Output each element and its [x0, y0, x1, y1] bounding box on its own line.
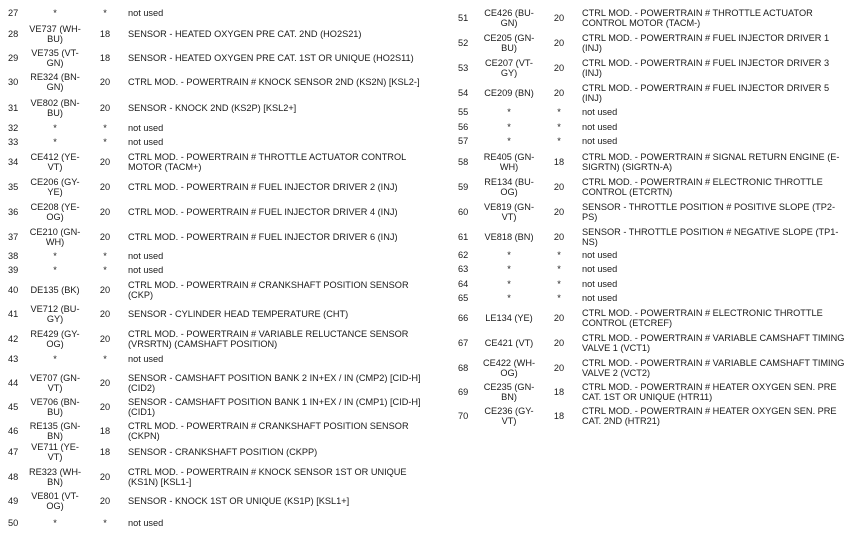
circuit-description: not used	[582, 292, 618, 303]
wire-code: RE405 (GN-WH)	[483, 151, 535, 172]
circuit-description: CTRL MOD. - POWERTRAIN # CRANKSHAFT POSITION SENSOR (CKPN)	[128, 420, 409, 441]
wire-gauge: 20	[99, 377, 111, 388]
wire-code: RE135 (GN-BN)	[29, 420, 81, 441]
pin-row	[452, 263, 852, 275]
circuit-description: not used	[128, 517, 164, 528]
pin-number: 47	[8, 446, 19, 457]
wire-gauge: 20	[553, 337, 565, 348]
pin-number: 39	[8, 264, 19, 275]
circuit-description: CTRL MOD. - POWERTRAIN # VARIABLE RELUCTANCE SENSOR (VRSRTN) (CAMSHAFT POSITION)	[128, 328, 409, 349]
wire-code: CE206 (GY-YE)	[30, 176, 80, 197]
wire-code: VE818 (BN)	[484, 231, 534, 242]
pin-row	[452, 331, 852, 355]
pin-number: 36	[8, 206, 19, 217]
pin-number: 42	[8, 333, 19, 344]
pin-number: 44	[8, 377, 19, 388]
circuit-description: not used	[582, 263, 618, 274]
pin-number: 62	[458, 249, 469, 260]
pin-number: 70	[458, 410, 469, 421]
circuit-description: SENSOR - THROTTLE POSITION # NEGATIVE SLOPE (TP1-NS)	[582, 226, 839, 247]
pin-row	[452, 121, 852, 133]
pin-row	[452, 200, 852, 224]
circuit-description: not used	[582, 278, 618, 289]
circuit-description: CTRL MOD. - POWERTRAIN # ELECTRONIC THROTTLE CONTROL (ETCREF)	[582, 307, 823, 328]
wire-gauge: *	[557, 135, 561, 146]
wire-gauge: 18	[99, 28, 111, 39]
circuit-description: CTRL MOD. - POWERTRAIN # FUEL INJECTOR DRIVER 1 (INJ)	[582, 32, 830, 53]
wire-code: CE209 (BN)	[484, 87, 534, 98]
wire-gauge: *	[557, 106, 561, 117]
wire-code: VE735 (VT-GN)	[31, 47, 79, 68]
pin-number: 51	[458, 12, 469, 23]
circuit-description: not used	[128, 264, 164, 275]
wire-code: VE707 (GN-VT)	[29, 372, 81, 393]
pin-row	[0, 225, 426, 249]
wire-code: *	[53, 264, 57, 275]
wire-code: VE801 (VT-OG)	[31, 490, 79, 511]
pin-number: 63	[458, 263, 469, 274]
pin-row	[0, 96, 426, 120]
wire-gauge: 18	[99, 425, 111, 436]
pin-number: 59	[458, 181, 469, 192]
pin-row	[452, 404, 852, 428]
pin-row	[0, 122, 426, 134]
pin-row	[0, 150, 426, 174]
pin-number: 50	[8, 517, 19, 528]
wire-code: *	[507, 292, 511, 303]
wire-gauge: *	[103, 122, 107, 133]
pin-number: 33	[8, 136, 19, 147]
wire-gauge: 20	[553, 62, 565, 73]
pin-row	[0, 136, 426, 148]
wire-code: CE426 (BU-GN)	[484, 7, 534, 28]
pin-number: 57	[458, 135, 469, 146]
circuit-description: SENSOR - CAMSHAFT POSITION BANK 1 IN+EX / IN (CMP1) [CID-H] (CID1)	[128, 396, 421, 417]
wire-code: LE134 (YE)	[485, 312, 533, 323]
wire-gauge: 20	[99, 102, 111, 113]
pin-row	[0, 517, 426, 529]
wire-gauge: 20	[553, 87, 565, 98]
pin-row	[0, 465, 426, 489]
circuit-description: SENSOR - HEATED OXYGEN PRE CAT. 1ST OR UNIQUE (HO2S11)	[128, 52, 414, 63]
pin-row	[452, 81, 852, 105]
wire-gauge: *	[557, 278, 561, 289]
circuit-description: not used	[128, 7, 164, 18]
wire-code: CE207 (VT-GY)	[485, 57, 533, 78]
circuit-description: not used	[582, 121, 618, 132]
pin-row	[0, 175, 426, 199]
pin-number: 68	[458, 362, 469, 373]
wire-code: VE711 (YE-VT)	[31, 441, 79, 462]
pin-row	[452, 106, 852, 118]
wire-gauge: 20	[99, 495, 111, 506]
wire-gauge: 20	[99, 401, 111, 412]
pin-number: 28	[8, 28, 19, 39]
pin-row	[0, 371, 426, 395]
pin-number: 34	[8, 156, 19, 167]
pin-row	[0, 395, 426, 419]
pin-row	[0, 353, 426, 365]
wire-gauge: 18	[99, 446, 111, 457]
wire-gauge: 20	[99, 206, 111, 217]
circuit-description: SENSOR - KNOCK 2ND (KS2P) [KSL2+]	[128, 102, 297, 113]
wire-code: CE235 (GN-BN)	[483, 381, 535, 402]
wire-gauge: 18	[553, 156, 565, 167]
wire-code: *	[53, 517, 57, 528]
wire-gauge: 20	[553, 206, 565, 217]
circuit-description: CTRL MOD. - POWERTRAIN # VARIABLE CAMSHAFT TIMING VALVE 2 (VCT2)	[582, 357, 845, 378]
wire-code: *	[507, 106, 511, 117]
wire-gauge: *	[103, 517, 107, 528]
circuit-description: SENSOR - KNOCK 1ST OR UNIQUE (KS1P) [KSL1+]	[128, 495, 350, 506]
wire-gauge: 20	[99, 156, 111, 167]
circuit-description: CTRL MOD. - POWERTRAIN # SIGNAL RETURN ENGINE (E-SIGRTN) (SIGRTN-A)	[582, 151, 840, 172]
wire-gauge: 20	[99, 471, 111, 482]
wire-code: *	[53, 7, 57, 18]
wire-code: CE205 (GN-BU)	[483, 32, 535, 53]
pin-row	[452, 56, 852, 80]
pin-row	[0, 489, 426, 513]
wire-code: *	[53, 250, 57, 261]
pin-row	[452, 356, 852, 380]
wire-gauge: 20	[553, 12, 565, 23]
wire-code: RE134 (BU-OG)	[484, 176, 534, 197]
wire-gauge: 20	[99, 231, 111, 242]
circuit-description: not used	[582, 106, 618, 117]
pin-number: 52	[458, 37, 469, 48]
pin-number: 27	[8, 7, 19, 18]
pin-row	[0, 264, 426, 276]
wire-code: *	[53, 353, 57, 364]
pin-number: 53	[458, 62, 469, 73]
circuit-description: SENSOR - HEATED OXYGEN PRE CAT. 2ND (HO2S21)	[128, 28, 362, 39]
circuit-description: CTRL MOD. - POWERTRAIN # THROTTLE ACTUATOR CONTROL MOTOR (TACM+)	[128, 151, 406, 172]
pin-row	[0, 278, 426, 302]
circuit-description: not used	[582, 135, 618, 146]
pin-row	[0, 7, 426, 19]
pin-row	[0, 70, 426, 94]
wire-code: CE421 (VT)	[484, 337, 534, 348]
pin-row	[0, 302, 426, 326]
wire-code: VE706 (BN-BU)	[30, 396, 80, 417]
wire-gauge: *	[103, 353, 107, 364]
pin-row	[452, 6, 852, 30]
pin-row	[452, 249, 852, 261]
wire-code: RE323 (WH-BN)	[28, 466, 82, 487]
pin-number: 69	[458, 386, 469, 397]
wire-code: CE422 (WH-OG)	[482, 357, 536, 378]
wire-gauge: *	[557, 121, 561, 132]
wire-code: CE210 (GN-WH)	[29, 226, 81, 247]
wire-gauge: *	[103, 7, 107, 18]
pin-number: 43	[8, 353, 19, 364]
pin-row	[452, 306, 852, 330]
circuit-description: SENSOR - CRANKSHAFT POSITION (CKPP)	[128, 446, 318, 457]
circuit-description: CTRL MOD. - POWERTRAIN # CRANKSHAFT POSITION SENSOR (CKP)	[128, 279, 409, 300]
pin-number: 30	[8, 76, 19, 87]
circuit-description: CTRL MOD. - POWERTRAIN # KNOCK SENSOR 1ST OR UNIQUE (KS1N) [KSL1-]	[128, 466, 407, 487]
wire-gauge: *	[103, 264, 107, 275]
pin-row	[452, 380, 852, 404]
pin-number: 54	[458, 87, 469, 98]
circuit-description: not used	[128, 250, 164, 261]
circuit-description: not used	[128, 353, 164, 364]
pin-number: 55	[458, 106, 469, 117]
pin-row	[0, 200, 426, 224]
wire-code: RE324 (BN-GN)	[30, 71, 80, 92]
wire-gauge: 20	[553, 362, 565, 373]
wire-code: *	[507, 249, 511, 260]
pin-number: 45	[8, 401, 19, 412]
wire-gauge: 20	[99, 284, 111, 295]
circuit-description: CTRL MOD. - POWERTRAIN # FUEL INJECTOR DRIVER 6 (INJ)	[128, 231, 398, 242]
wire-code: VE802 (BN-BU)	[30, 97, 80, 118]
wire-code: *	[507, 135, 511, 146]
pin-number: 49	[8, 495, 19, 506]
wire-gauge: 18	[553, 410, 565, 421]
wire-code: *	[507, 278, 511, 289]
pin-number: 29	[8, 52, 19, 63]
circuit-description: CTRL MOD. - POWERTRAIN # FUEL INJECTOR DRIVER 5 (INJ)	[582, 82, 830, 103]
wire-gauge: 18	[99, 52, 111, 63]
circuit-description: not used	[128, 136, 164, 147]
wire-gauge: *	[557, 292, 561, 303]
pin-number: 64	[458, 278, 469, 289]
wire-code: CE236 (GY-VT)	[484, 405, 534, 426]
circuit-description: SENSOR - CAMSHAFT POSITION BANK 2 IN+EX / IN (CMP2) [CID-H] (CID2)	[128, 372, 421, 393]
pin-row	[0, 22, 426, 46]
circuit-description: CTRL MOD. - POWERTRAIN # VARIABLE CAMSHAFT TIMING VALVE 1 (VCT1)	[582, 332, 845, 353]
pin-row	[0, 46, 426, 70]
wire-code: *	[53, 136, 57, 147]
circuit-description: not used	[128, 122, 164, 133]
pin-number: 35	[8, 181, 19, 192]
circuit-description: CTRL MOD. - POWERTRAIN # ELECTRONIC THROTTLE CONTROL (ETCRTN)	[582, 176, 823, 197]
wire-gauge: *	[103, 250, 107, 261]
wire-gauge: 20	[553, 312, 565, 323]
pin-number: 40	[8, 284, 19, 295]
pin-number: 65	[458, 292, 469, 303]
circuit-description: CTRL MOD. - POWERTRAIN # HEATER OXYGEN SEN. PRE CAT. 2ND (HTR21)	[582, 405, 837, 426]
wire-gauge: 20	[99, 333, 111, 344]
wire-gauge: 20	[99, 181, 111, 192]
pin-row	[452, 292, 852, 304]
pin-row	[452, 135, 852, 147]
pin-row	[0, 250, 426, 262]
circuit-description: not used	[582, 249, 618, 260]
wire-code: *	[53, 122, 57, 133]
pin-number: 56	[458, 121, 469, 132]
pin-row	[452, 31, 852, 55]
wire-gauge: 20	[553, 37, 565, 48]
pin-number: 61	[458, 231, 469, 242]
wire-gauge: *	[557, 263, 561, 274]
pin-number: 48	[8, 471, 19, 482]
wire-code: VE712 (BU-GY)	[30, 303, 80, 324]
pin-number: 60	[458, 206, 469, 217]
pin-row	[452, 225, 852, 249]
pin-number: 38	[8, 250, 19, 261]
wire-code: *	[507, 263, 511, 274]
wire-gauge: 18	[553, 386, 565, 397]
pin-row	[0, 440, 426, 464]
pin-row	[452, 150, 852, 174]
wire-code: VE737 (WH-BU)	[29, 23, 81, 44]
wire-gauge: *	[557, 249, 561, 260]
wire-code: RE429 (GY-OG)	[30, 328, 80, 349]
wire-gauge: 20	[99, 76, 111, 87]
pin-number: 31	[8, 102, 19, 113]
pin-number: 37	[8, 231, 19, 242]
wire-code: *	[507, 121, 511, 132]
wire-gauge: 20	[99, 308, 111, 319]
pin-number: 32	[8, 122, 19, 133]
pin-row	[452, 175, 852, 199]
circuit-description: CTRL MOD. - POWERTRAIN # HEATER OXYGEN SEN. PRE CAT. 1ST OR UNIQUE (HTR11)	[582, 381, 837, 402]
wire-code: CE208 (YE-OG)	[30, 201, 80, 222]
pin-number: 67	[458, 337, 469, 348]
wire-gauge: *	[103, 136, 107, 147]
pin-number: 58	[458, 156, 469, 167]
circuit-description: CTRL MOD. - POWERTRAIN # FUEL INJECTOR DRIVER 3 (INJ)	[582, 57, 830, 78]
circuit-description: SENSOR - THROTTLE POSITION # POSITIVE SLOPE (TP2-PS)	[582, 201, 836, 222]
circuit-description: SENSOR - CYLINDER HEAD TEMPERATURE (CHT)	[128, 308, 349, 319]
circuit-description: CTRL MOD. - POWERTRAIN # KNOCK SENSOR 2ND (KS2N) [KSL2-]	[128, 76, 420, 87]
circuit-description: CTRL MOD. - POWERTRAIN # FUEL INJECTOR DRIVER 2 (INJ)	[128, 181, 398, 192]
pin-row	[0, 327, 426, 351]
wire-code: DE135 (BK)	[30, 284, 80, 295]
wire-code: VE819 (GN-VT)	[483, 201, 535, 222]
pin-number: 41	[8, 308, 19, 319]
circuit-description: CTRL MOD. - POWERTRAIN # THROTTLE ACTUATOR CONTROL MOTOR (TACM-)	[582, 7, 813, 28]
wire-gauge: 20	[553, 181, 565, 192]
wire-gauge: 20	[553, 231, 565, 242]
circuit-description: CTRL MOD. - POWERTRAIN # FUEL INJECTOR DRIVER 4 (INJ)	[128, 206, 398, 217]
pin-number: 46	[8, 425, 19, 436]
pin-row	[452, 278, 852, 290]
wire-code: CE412 (YE-VT)	[30, 151, 80, 172]
pin-number: 66	[458, 312, 469, 323]
